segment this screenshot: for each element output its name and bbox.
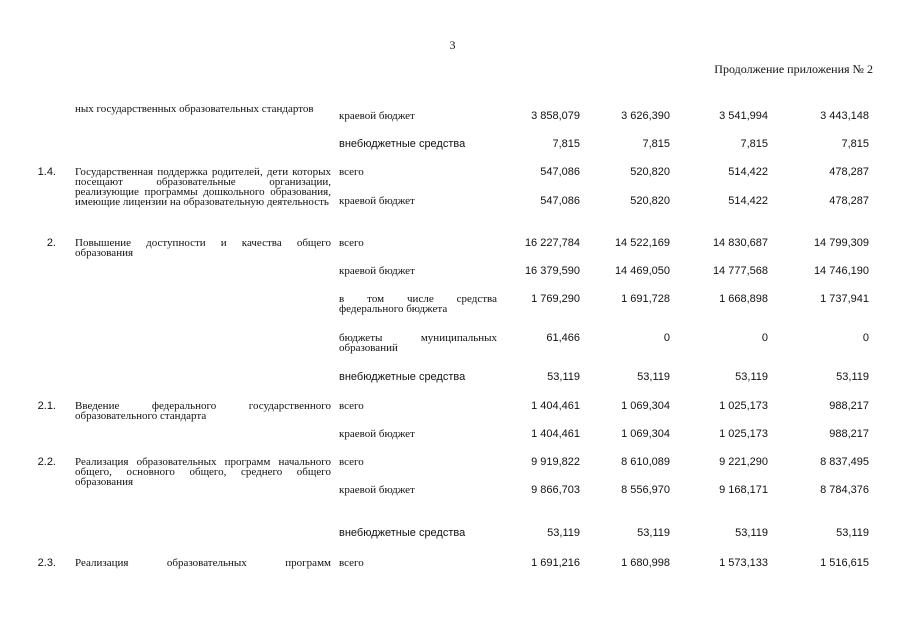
value-year-3: 1 668,898 <box>719 293 768 305</box>
funding-source: внебюджетные средства <box>339 527 466 539</box>
table-row <box>0 558 905 618</box>
value-year-4: 1 737,941 <box>820 293 869 305</box>
value-year-1: 547,086 <box>540 166 580 178</box>
funding-source: краевой бюджет <box>339 428 415 440</box>
item-number: 2. <box>46 237 56 249</box>
value-year-4: 53,119 <box>836 371 869 383</box>
value-year-2: 53,119 <box>637 527 670 539</box>
funding-source: всего <box>339 166 364 178</box>
value-year-4: 988,217 <box>829 428 869 440</box>
value-year-2: 1 069,304 <box>621 400 670 412</box>
value-year-4: 8 784,376 <box>820 484 869 496</box>
value-year-4: 14 799,309 <box>813 237 869 249</box>
value-year-2: 3 626,390 <box>621 110 670 122</box>
value-year-2: 7,815 <box>642 138 670 150</box>
funding-source: всего <box>339 557 364 569</box>
value-year-1: 3 858,079 <box>531 110 580 122</box>
value-year-1: 1 769,290 <box>531 293 580 305</box>
funding-source: всего <box>339 400 364 412</box>
item-number: 1.4. <box>37 166 56 178</box>
value-year-4: 3 443,148 <box>820 110 869 122</box>
value-year-2: 1 691,728 <box>621 293 670 305</box>
value-year-3: 9 168,171 <box>719 484 768 496</box>
value-year-4: 53,119 <box>836 527 869 539</box>
value-year-2: 14 522,169 <box>614 237 670 249</box>
value-year-3: 1 025,173 <box>719 428 768 440</box>
value-year-3: 7,815 <box>740 138 768 150</box>
value-year-2: 53,119 <box>637 371 670 383</box>
value-year-2: 0 <box>663 332 670 344</box>
item-number: 2.3. <box>37 557 56 569</box>
value-year-3: 53,119 <box>735 371 768 383</box>
funding-source: всего <box>339 456 364 468</box>
value-year-4: 8 837,495 <box>820 456 869 468</box>
value-year-1: 1 691,216 <box>531 557 580 569</box>
funding-source: краевой бюджет <box>339 265 415 277</box>
value-year-3: 514,422 <box>728 166 768 178</box>
item-name: Государственная поддержка родителей, дети которых посещают образовательные организации, реализующие программы дошкольного образования, имеющие лицензии на образовательную деятельность <box>75 166 331 208</box>
value-year-3: 1 025,173 <box>719 400 768 412</box>
value-year-1: 1 404,461 <box>531 428 580 440</box>
value-year-3: 1 573,133 <box>719 557 768 569</box>
value-year-1: 7,815 <box>552 138 580 150</box>
funding-source: краевой бюджет <box>339 110 415 122</box>
value-year-3: 14 777,568 <box>712 265 768 277</box>
item-name: Реализация образовательных программ <box>75 557 331 569</box>
funding-source: внебюджетные средства <box>339 371 466 383</box>
value-year-1: 16 227,784 <box>524 237 580 249</box>
item-number: 2.1. <box>37 400 56 412</box>
continuation-label: Продолжение приложения № 2 <box>714 62 873 76</box>
item-number: 2.2. <box>37 456 56 468</box>
value-year-3: 514,422 <box>728 195 768 207</box>
value-year-4: 7,815 <box>841 138 869 150</box>
value-year-2: 1 069,304 <box>621 428 670 440</box>
page-number: 3 <box>449 38 456 52</box>
funding-source: краевой бюджет <box>339 484 415 496</box>
value-year-2: 8 610,089 <box>621 456 670 468</box>
item-name: Введение федерального государственного образовательного стандарта <box>75 400 331 422</box>
item-name: Повышение доступности и качества общего образования <box>75 237 331 259</box>
value-year-3: 53,119 <box>735 527 768 539</box>
value-year-1: 61,466 <box>546 332 580 344</box>
value-year-4: 1 516,615 <box>820 557 869 569</box>
value-year-1: 53,119 <box>547 527 580 539</box>
value-year-3: 9 221,290 <box>719 456 768 468</box>
value-year-4: 0 <box>862 332 869 344</box>
value-year-4: 988,217 <box>829 400 869 412</box>
value-year-1: 53,119 <box>547 371 580 383</box>
value-year-3: 0 <box>761 332 768 344</box>
value-year-2: 520,820 <box>630 166 670 178</box>
value-year-1: 16 379,590 <box>524 265 580 277</box>
value-year-2: 14 469,050 <box>614 265 670 277</box>
value-year-4: 478,287 <box>829 195 869 207</box>
value-year-1: 1 404,461 <box>531 400 580 412</box>
value-year-4: 478,287 <box>829 166 869 178</box>
funding-source: краевой бюджет <box>339 195 415 207</box>
value-year-3: 14 830,687 <box>712 237 768 249</box>
item-name: ных государственных образовательных стандартов <box>75 103 314 115</box>
value-year-3: 3 541,994 <box>719 110 768 122</box>
value-year-1: 9 866,703 <box>531 484 580 496</box>
value-year-2: 1 680,998 <box>621 557 670 569</box>
value-year-1: 9 919,822 <box>531 456 580 468</box>
value-year-2: 520,820 <box>630 195 670 207</box>
value-year-1: 547,086 <box>540 195 580 207</box>
funding-source: бюджеты муниципальных образований <box>339 332 497 354</box>
funding-source: в том числе средства федерального бюджета <box>339 293 497 315</box>
value-year-2: 8 556,970 <box>621 484 670 496</box>
funding-source: всего <box>339 237 364 249</box>
value-year-4: 14 746,190 <box>813 265 869 277</box>
funding-source: внебюджетные средства <box>339 138 466 150</box>
item-name: Реализация образовательных программ начального общего, основного общего, среднего общего образования <box>75 456 331 488</box>
